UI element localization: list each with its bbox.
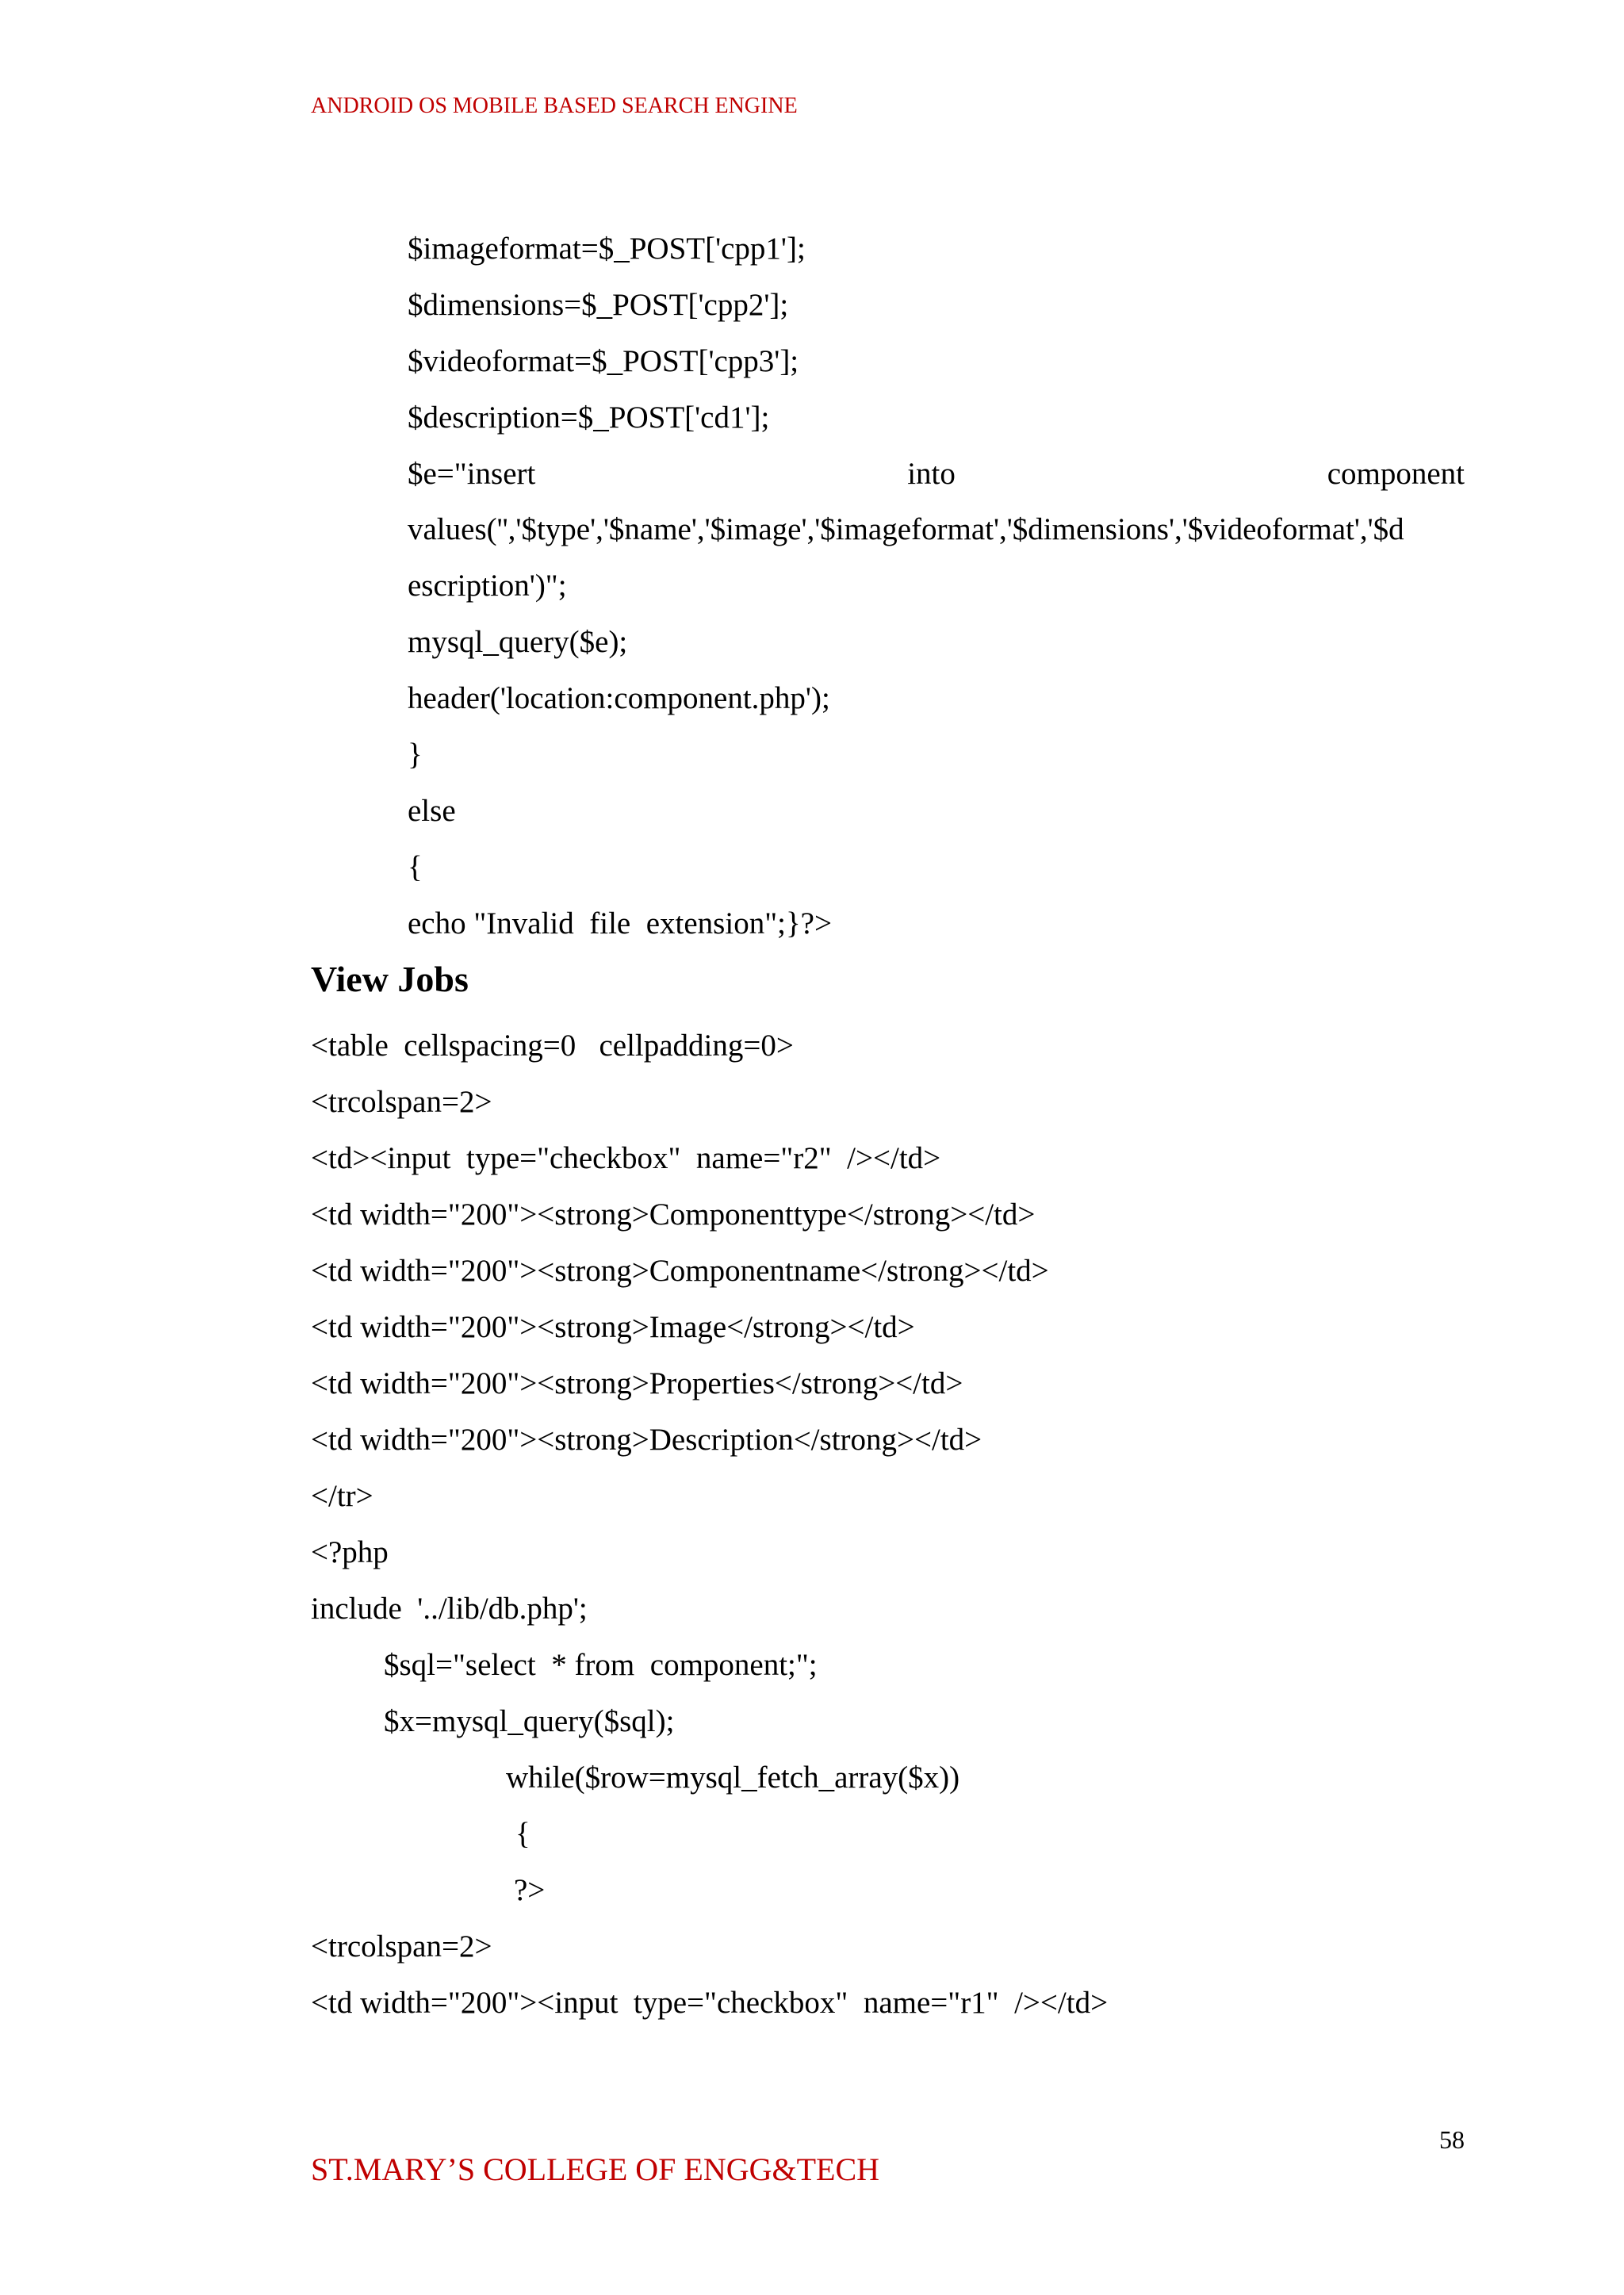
code-line: <trcolspan=2> bbox=[311, 1085, 492, 1119]
code-line: { bbox=[515, 1817, 530, 1851]
code-line: </tr> bbox=[311, 1479, 373, 1513]
code-line: $description=$_POST['cd1']; bbox=[408, 400, 770, 435]
code-line: <trcolspan=2> bbox=[311, 1929, 492, 1964]
page-number: 58 bbox=[1439, 2125, 1465, 2154]
running-header: ANDROID OS MOBILE BASED SEARCH ENGINE bbox=[311, 94, 798, 118]
code-line: <?php bbox=[311, 1535, 389, 1569]
code-word: into bbox=[907, 457, 956, 491]
code-line-justified bbox=[408, 455, 1465, 493]
code-line: <td width="200"><input type="checkbox" name="r1" /></td> bbox=[311, 1986, 1109, 2020]
code-line: $sql="select * from component;"; bbox=[384, 1648, 818, 1682]
code-line: while($row=mysql_fetch_array($x)) bbox=[506, 1761, 960, 1795]
code-line: include '../lib/db.php'; bbox=[311, 1592, 588, 1626]
code-line: ?> bbox=[514, 1873, 546, 1907]
code-word: $e="insert bbox=[408, 457, 536, 491]
code-line: echo "Invalid file extension";}?> bbox=[408, 906, 832, 941]
code-line: <td width="200"><strong>Properties</strong></td> bbox=[311, 1366, 963, 1400]
code-line: <td width="200"><strong>Componenttype</strong></td> bbox=[311, 1197, 1036, 1232]
running-footer: ST.MARY’S COLLEGE OF ENGG&TECH bbox=[311, 2151, 880, 2187]
code-line: $x=mysql_query($sql); bbox=[384, 1704, 675, 1738]
section-heading: View Jobs bbox=[311, 959, 469, 999]
code-line: $imageformat=$_POST['cpp1']; bbox=[408, 232, 806, 266]
code-line: else bbox=[408, 794, 456, 828]
code-line: <td width="200"><strong>Image</strong></td> bbox=[311, 1310, 915, 1344]
code-line: mysql_query($e); bbox=[408, 625, 628, 659]
code-word: component bbox=[1327, 457, 1465, 491]
code-line: escription')"; bbox=[408, 569, 567, 603]
code-line: $dimensions=$_POST['cpp2']; bbox=[408, 288, 789, 322]
code-line: <table cellspacing=0 cellpadding=0> bbox=[311, 1029, 794, 1063]
code-line: } bbox=[408, 738, 423, 772]
code-line: $videoformat=$_POST['cpp3']; bbox=[408, 344, 799, 378]
code-line: <td width="200"><strong>Componentname</strong></td> bbox=[311, 1254, 1049, 1288]
code-line: <td width="200"><strong>Description</strong></td> bbox=[311, 1423, 982, 1457]
code-line: header('location:component.php'); bbox=[408, 681, 830, 715]
code-line: { bbox=[408, 850, 423, 884]
code-line: <td><input type="checkbox" name="r2" /></td> bbox=[311, 1141, 941, 1175]
code-line: values('','$type','$name','$image','$imageformat','$dimensions','$videoformat','$d bbox=[408, 512, 1404, 546]
